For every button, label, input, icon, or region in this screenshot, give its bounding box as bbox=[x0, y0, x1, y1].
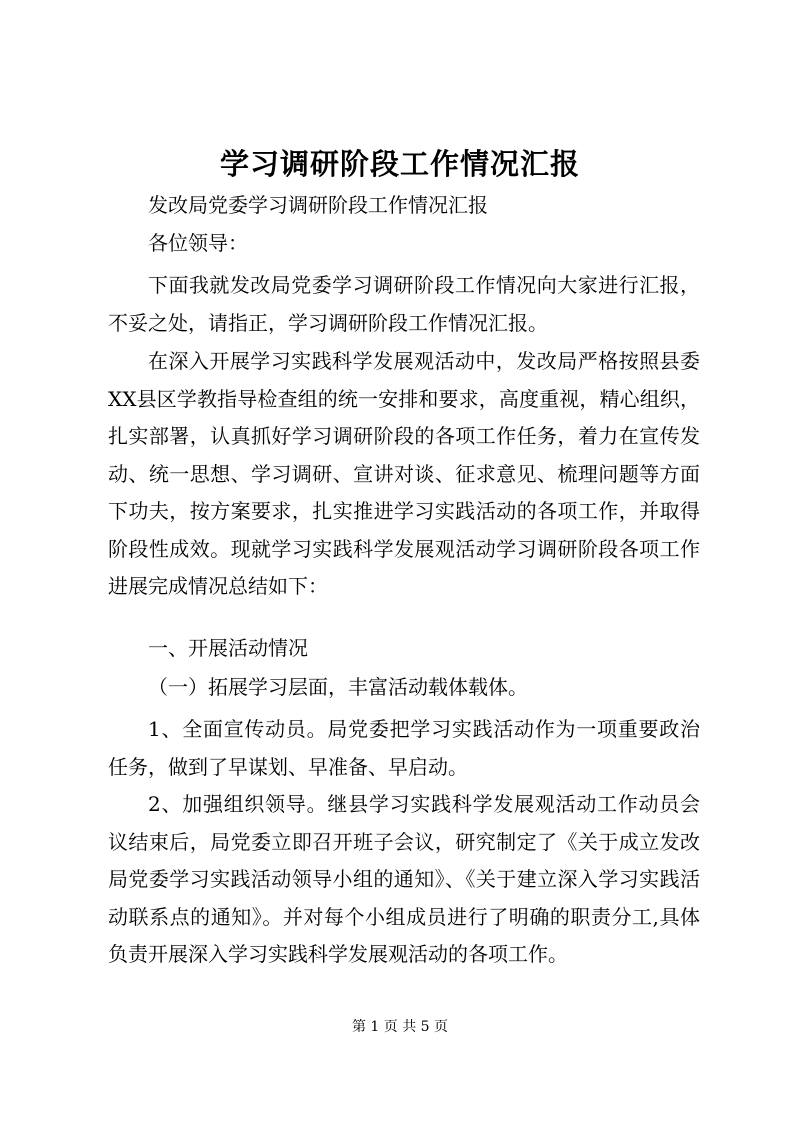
page-number: 第 1 页 共 5 页 bbox=[351, 1019, 449, 1035]
section-heading-1 bbox=[108, 630, 700, 668]
paragraph-main bbox=[108, 343, 700, 606]
document-title: 学习调研阶段工作情况汇报 bbox=[219, 147, 580, 181]
paragraph: 下面我就发改局党委学习调研阶段工作情况向大家进行汇报，不妥之处，请指正，学习调研阶段工作情况汇报。 bbox=[108, 273, 700, 335]
paragraph: 2、加强组织领导。继县学习实践科学发展观活动工作动员会议结束后，局党委立即召开班子会议，研究制定了《关于成立发改局党委学习实践活动领导小组的通知》、《关于建立深入学习实践活动联系点的通知》。并对每个小组成员进行了明确的职责分工,具体负责开展深入学习实践科学发展观活动的各项工作。 bbox=[108, 792, 700, 966]
paragraph: 一、开展活动情况 bbox=[148, 636, 308, 660]
subsection-heading-1 bbox=[108, 669, 700, 707]
paragraph: 在深入开展学习实践科学发展观活动中，发改局严格按照县委XX县区学教指导检查组的统一安排和要求，高度重视，精心组织，扎实部署，认真抓好学习调研阶段的各项工作任务，着力在宣传发动、统一思想、学习调研、宣讲对谈、征求意见、梳理问题等方面下功夫，按方案要求，扎实推进学习实践活动的各项工作，并取得阶段性成效。现就学习实践科学发展观活动学习调研阶段各项工作进展完成情况总结如下： bbox=[108, 349, 700, 598]
paragraph-subtitle bbox=[108, 187, 700, 225]
paragraph: 各位领导： bbox=[148, 231, 248, 255]
paragraph-salutation bbox=[108, 225, 700, 263]
paragraph-item-1 bbox=[108, 711, 700, 786]
paragraph-intro bbox=[108, 267, 700, 342]
paragraph: 发改局党委学习调研阶段工作情况汇报 bbox=[148, 193, 488, 217]
paragraph-item-2 bbox=[108, 786, 700, 974]
paragraph: 1、全面宣传动员。局党委把学习实践活动作为一项重要政治任务，做到了早谋划、早准备、早启动。 bbox=[108, 717, 700, 779]
paragraph: （一）拓展学习层面，丰富活动载体载体。 bbox=[148, 675, 528, 699]
